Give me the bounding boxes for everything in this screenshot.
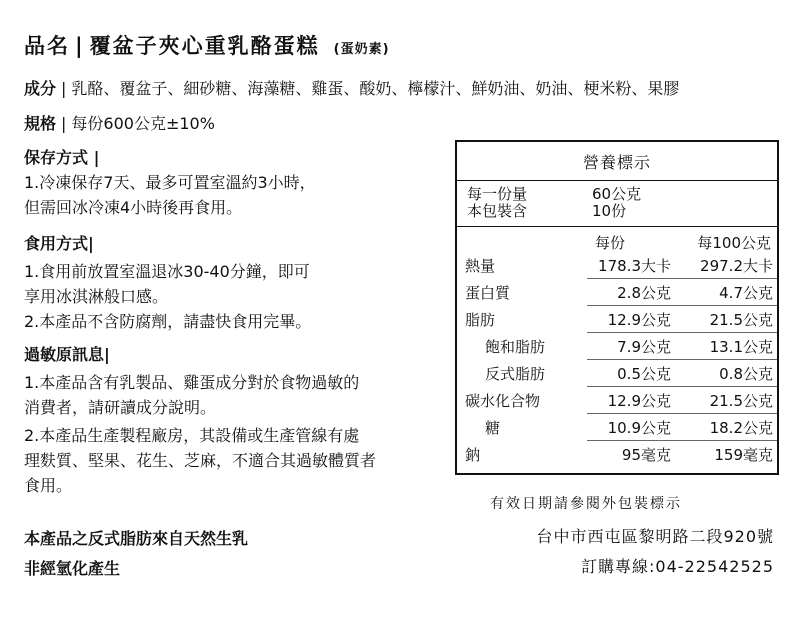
usage-heading: 食用方式| (24, 234, 94, 253)
per-serving-value: 2.8公克 (617, 284, 671, 302)
storage-line: 1.冷凍保存7天、最多可置室溫約3小時， (24, 173, 316, 192)
per-serving-value: 95毫克 (621, 446, 671, 464)
trans-fat-note-line: 非經氫化產生 (24, 559, 121, 578)
per-100g-value: 0.8公克 (719, 365, 773, 383)
usage-line: 1.食用前放置室溫退冰30-40分鐘，即可 (24, 262, 310, 281)
per-100g-value: 159毫克 (714, 446, 773, 464)
per-serving-value: 0.5公克 (617, 365, 671, 383)
nutrition-row (457, 336, 777, 360)
product-diet-note: (蛋奶素) (333, 42, 390, 57)
row-divider (587, 278, 777, 279)
nutrition-divider (457, 226, 777, 227)
storage-heading: 保存方式 | (24, 148, 100, 167)
per-serving-value: 178.3大卡 (598, 257, 671, 275)
allergen-line: 食用。 (24, 476, 73, 495)
nutrition-row (457, 255, 777, 279)
serving-size-value: 60公克 (592, 185, 642, 203)
servings-value: 10份 (592, 202, 627, 220)
order-phone: 訂購專線:04-22542525 (581, 557, 774, 576)
per-serving-value: 12.9公克 (607, 311, 671, 329)
servings-label: 本包裝含 (467, 202, 528, 220)
nutrient-label: 脂肪 (465, 311, 496, 329)
allergen-section (24, 342, 376, 498)
allergen-line: 1.本產品含有乳製品、雞蛋成分對於食物過敏的 (24, 373, 360, 392)
per-100g-value: 21.5公克 (709, 392, 773, 410)
nutrition-table (455, 140, 779, 475)
trans-fat-note-line: 本產品之反式脂肪來自天然生乳 (24, 529, 249, 548)
usage-line: 2.本產品不含防腐劑，請盡快食用完畢。 (24, 312, 312, 331)
ingredients-label: 成分 (24, 79, 57, 98)
per-100g-value: 297.2大卡 (700, 257, 773, 275)
allergen-line: 消費者，請研讀成分說明。 (24, 398, 217, 417)
nutrient-label: 碳水化合物 (465, 392, 541, 410)
product-name: 覆盆子夾心重乳酪蛋糕 (89, 34, 320, 58)
per-serving-value: 10.9公克 (607, 419, 671, 437)
row-divider (587, 305, 777, 306)
row-divider (587, 440, 777, 441)
row-divider (587, 359, 777, 360)
nutrient-label: 飽和脂肪 (485, 338, 546, 356)
allergen-heading: 過敏原訊息| (24, 345, 110, 364)
ingredients-row: 成分 | 乳酪、覆盆子、細砂糖、海藻糖、雞蛋、酸奶、檸檬汁、鮮奶油、奶油、梗米粉、果膠 (24, 79, 680, 98)
nutrition-divider (457, 180, 777, 181)
nutrition-row (457, 417, 777, 441)
expiry-note: 有效日期請參閱外包裝標示 (490, 496, 682, 512)
row-divider (587, 386, 777, 387)
nutrition-row (457, 363, 777, 387)
storage-line: 但需回冰冷凍4小時後再食用。 (24, 198, 243, 217)
nutrient-label: 糖 (485, 419, 501, 437)
col-per-100g: 每100公克 (697, 234, 771, 252)
allergen-line: 2.本產品生產製程廠房，其設備或生產管線有處 (24, 426, 360, 445)
per-100g-value: 18.2公克 (709, 419, 773, 437)
per-100g-value: 21.5公克 (709, 311, 773, 329)
nutrient-label: 反式脂肪 (485, 365, 546, 383)
nutrient-label: 鈉 (465, 446, 481, 464)
product-name-label: 品名 (24, 34, 70, 58)
usage-line: 享用冰淇淋般口感。 (24, 287, 169, 306)
product-name-row: 品名 | 覆盆子夾心重乳酪蛋糕 (蛋奶素) (24, 34, 390, 58)
ingredients-text: 乳酪、覆盆子、細砂糖、海藻糖、雞蛋、酸奶、檸檬汁、鮮奶油、奶油、梗米粉、果膠 (71, 79, 680, 98)
spec-label: 規格 (24, 114, 57, 133)
nutrition-row (457, 390, 777, 414)
address: 台中市西屯區黎明路二段920號 (536, 527, 774, 546)
per-serving-value: 7.9公克 (617, 338, 671, 356)
nutrition-title: 營養標示 (582, 153, 651, 172)
usage-section (24, 231, 311, 334)
nutrient-label: 熱量 (465, 257, 496, 275)
per-serving-value: 12.9公克 (607, 392, 671, 410)
nutrient-label: 蛋白質 (465, 284, 511, 302)
nutrition-row (457, 309, 777, 333)
nutrition-row (457, 282, 777, 306)
allergen-line: 理麩質、堅果、花生、芝麻，不適合其過敏體質者 (24, 451, 377, 470)
spec-text: 每份600公克±10% (71, 114, 215, 133)
spec-row: 規格 | 每份600公克±10% (24, 114, 215, 133)
row-divider (587, 332, 777, 333)
nutrition-row (457, 444, 777, 468)
storage-section (24, 145, 316, 220)
row-divider (587, 413, 777, 414)
col-per-serving: 每份 (595, 234, 626, 252)
per-100g-value: 4.7公克 (719, 284, 773, 302)
per-100g-value: 13.1公克 (709, 338, 773, 356)
serving-size-label: 每一份量 (467, 185, 528, 203)
